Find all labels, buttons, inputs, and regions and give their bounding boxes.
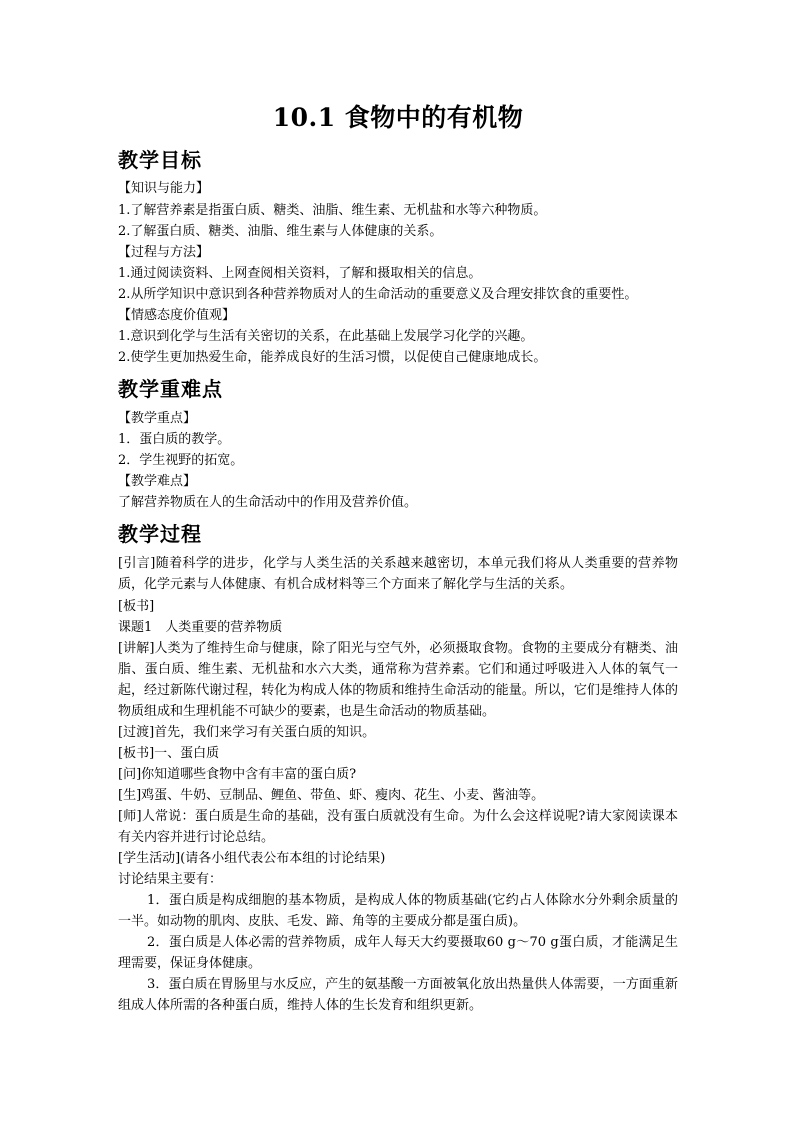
- result-item-2: 2．蛋白质是人体必需的营养物质，成年人每天大约要摄取60 g～70 g蛋白质，才能满足生理需要，保证身体健康。: [118, 935, 678, 971]
- topic-title: 课题1 人类重要的营养物质: [118, 620, 283, 635]
- result-item-3: 3．蛋白质在胃肠里与水反应，产生的氨基酸一方面被氧化放出热量供人体需要，一方面重新组成人体所需的各种蛋白质，维持人体的生长发育和组织更新。: [118, 977, 678, 1013]
- focus-item-2: 2．学生视野的拓宽。: [118, 453, 244, 468]
- emotion-item-1: 1.意识到化学与生活有关密切的关系，在此基础上发展学习化学的兴趣。: [118, 329, 534, 344]
- board-label: [板书]: [118, 599, 155, 614]
- process-item-2: 2.从所学知识中意识到各种营养物质对人的生命活动的重要意义及合理安排饮食的重要性。: [118, 287, 638, 302]
- results-intro: 讨论结果主要有：: [118, 872, 223, 887]
- focus-label: 【教学重点】: [118, 411, 197, 426]
- process-label: 【过程与方法】: [118, 245, 210, 260]
- difficulty-text: 了解营养物质在人的生命活动中的作用及营养价值。: [118, 495, 418, 510]
- student-answer: [生]鸡蛋、牛奶、豆制品、鲤鱼、带鱼、虾、瘦肉、花生、小麦、酱油等。: [118, 788, 545, 803]
- emotion-item-2: 2.使学生更加热爱生命，能养成良好的生活习惯，以促使自己健康地成长。: [118, 350, 547, 365]
- objectives-heading: 教学目标: [118, 148, 202, 172]
- emotion-label: 【情感态度价值观】: [118, 308, 236, 323]
- process-heading: 教学过程: [118, 522, 202, 546]
- teacher-paragraph: [师]人常说：蛋白质是生命的基础，没有蛋白质就没有生命。为什么会这样说呢?请大家阅读课本有关内容并进行讨论总结。: [118, 809, 678, 845]
- difficulty-label: 【教学难点】: [118, 474, 197, 489]
- question-text: [问]你知道哪些食物中含有丰富的蛋白质?: [118, 767, 357, 782]
- lecture-paragraph: [讲解]人类为了维持生命与健康，除了阳光与空气外，必须摄取食物。食物的主要成分有糖类、油脂、蛋白质、维生素、无机盐和水六大类，通常称为营养素。它们和通过呼吸进入人体的氧气一起，经过新陈代谢过程，转化为构成人体的物质和维持生命活动的能量。所以，它们是维持人体的物质组成和生理机能不可缺少的要素，也是生命活动的物质基础。: [118, 641, 678, 719]
- activity-text: [学生活动](请各小组代表公布本组的讨论结果): [118, 851, 386, 866]
- transition-text: [过渡]首先，我们来学习有关蛋白质的知识。: [118, 725, 376, 740]
- focus-item-1: 1．蛋白质的教学。: [118, 432, 231, 447]
- knowledge-item-2: 2.了解蛋白质、糖类、油脂、维生素与人体健康的关系。: [118, 224, 443, 239]
- result-item-1: 1．蛋白质是构成细胞的基本物质，是构成人体的物质基础(它约占人体除水分外剩余质量的一半。如动物的肌肉、皮肤、毛发、蹄、角等的主要成分都是蛋白质)。: [118, 893, 678, 929]
- keypoints-heading: 教学重难点: [118, 377, 223, 401]
- knowledge-item-1: 1.了解营养素是指蛋白质、糖类、油脂、维生素、无机盐和水等六种物质。: [118, 203, 547, 218]
- document-title: 10.1 食物中的有机物: [272, 103, 524, 132]
- process-item-1: 1.通过阅读资料、上网查阅相关资料，了解和摄取相关的信息。: [118, 266, 482, 281]
- intro-paragraph: [引言]随着科学的进步，化学与人类生活的关系越来越密切，本单元我们将从人类重要的营养物质，化学元素与人体健康、有机合成材料等三个方面来了解化学与生活的关系。: [118, 556, 678, 592]
- board-protein: [板书]一、蛋白质: [118, 746, 220, 761]
- knowledge-label: 【知识与能力】: [118, 181, 210, 196]
